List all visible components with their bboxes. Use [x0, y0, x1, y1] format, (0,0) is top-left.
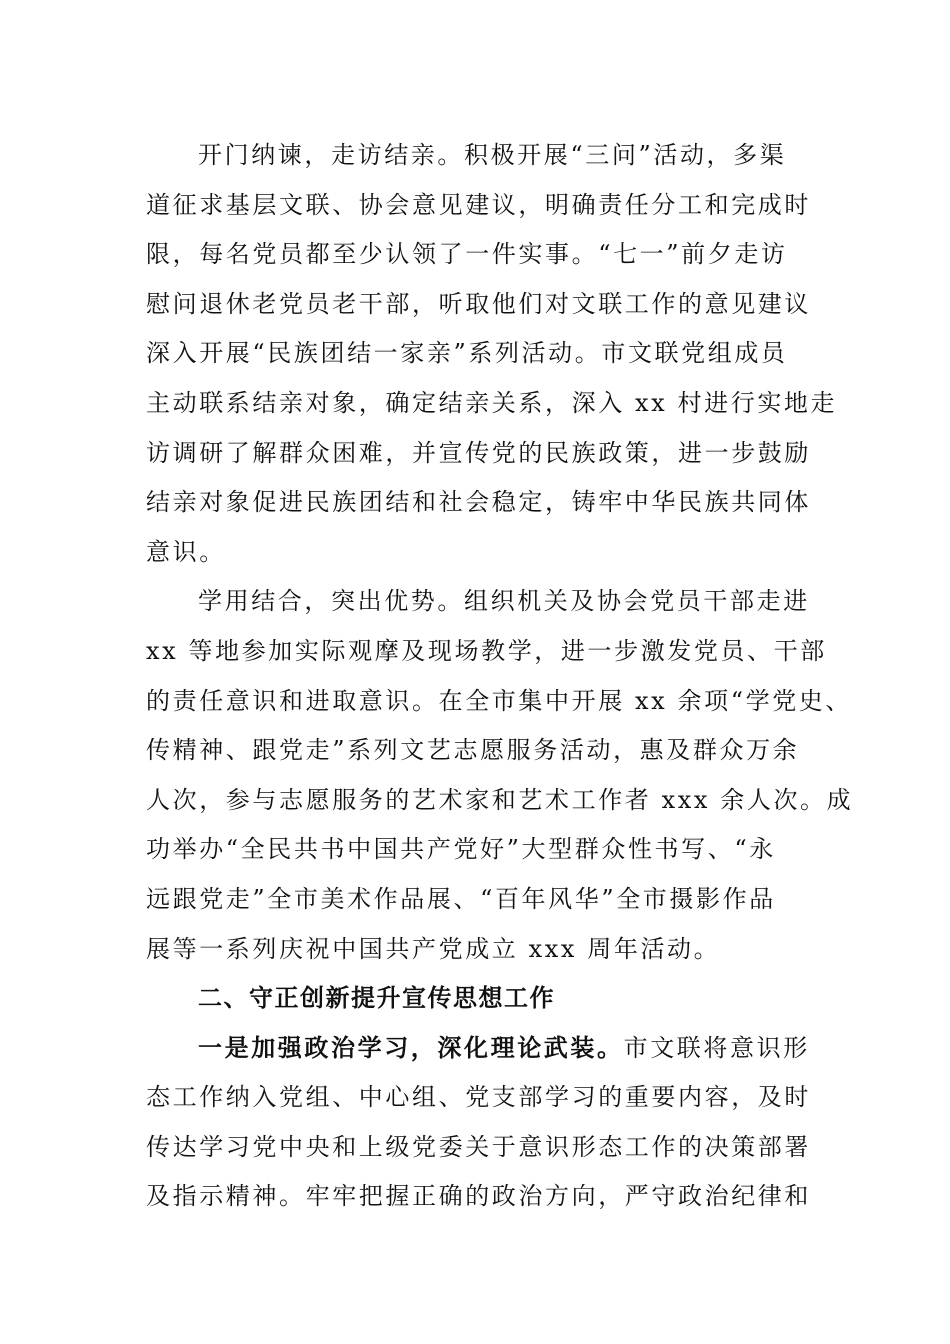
paragraph-line: 态工作纳入党组、中心组、党支部学习的重要内容，及时: [146, 1083, 811, 1112]
paragraph-line: 慰问退休老党员老干部，听取他们对文联工作的意见建议: [146, 289, 811, 318]
paragraph-line: 深入开展“民族团结一家亲”系列活动。市文联党组成员: [146, 339, 788, 368]
paragraph-line: 展等一系列庆祝中国共产党成立 xxx 周年活动。: [146, 934, 721, 963]
paragraph-line: 访调研了解群众困难，并宣传党的民族政策，进一步鼓励: [146, 438, 811, 467]
paragraph-line: 开门纳谏，走访结亲。积极开展“三问”活动，多渠: [198, 141, 787, 169]
document-body: [146, 131, 854, 1222]
paragraph-line: 学用结合，突出优势。组织机关及协会党员干部走进: [198, 587, 810, 616]
paragraph-line: 传达学习党中央和上级党委关于意识形态工作的决策部署: [146, 1132, 811, 1161]
paragraph-1: [146, 131, 838, 577]
paragraph-line: 主动联系结亲对象，确定结亲关系，深入 xx 村进行实地走: [146, 388, 838, 417]
paragraph-line: [146, 1024, 816, 1074]
paragraph-line-rest: 市文联将意识形: [623, 1033, 810, 1062]
paragraph-line: 限，每名党员都至少认领了一件实事。“七一”前夕走访: [146, 240, 788, 269]
paragraph-3: [146, 1024, 816, 1222]
paragraph-line: 传精神、跟党走”系列文艺志愿服务活动，惠及群众万余: [146, 736, 800, 765]
paragraph-line: 及指示精神。牢牢把握正确的政治方向，严守政治纪律和: [146, 1182, 811, 1211]
paragraph-2: [146, 577, 854, 974]
paragraph-line: 道征求基层文联、协会意见建议，明确责任分工和完成时: [146, 190, 811, 219]
paragraph-line: xx 等地参加实际观摩及现场教学，进一步激发党员、干部: [146, 636, 827, 665]
paragraph-line: 人次，参与志愿服务的艺术家和艺术工作者 xxx 余人次。成: [146, 785, 854, 814]
paragraph-line: 结亲对象促进民族团结和社会稳定，铸牢中华民族共同体: [146, 488, 811, 517]
paragraph-lead-phrase: 一是加强政治学习，深化理论武装。: [198, 1033, 624, 1062]
paragraph-line: 的责任意识和进取意识。在全市集中开展 xx 余项“学党史、: [146, 686, 852, 715]
paragraph-line: 远跟党走”全市美术作品展、“百年风华”全市摄影作品: [146, 884, 776, 913]
paragraph-line: 功举办“全民共书中国共产党好”大型群众性书写、“永: [146, 835, 776, 864]
paragraph-line: 意识。: [146, 537, 226, 566]
section-heading: 二、守正创新提升宣传思想工作: [198, 984, 555, 1013]
